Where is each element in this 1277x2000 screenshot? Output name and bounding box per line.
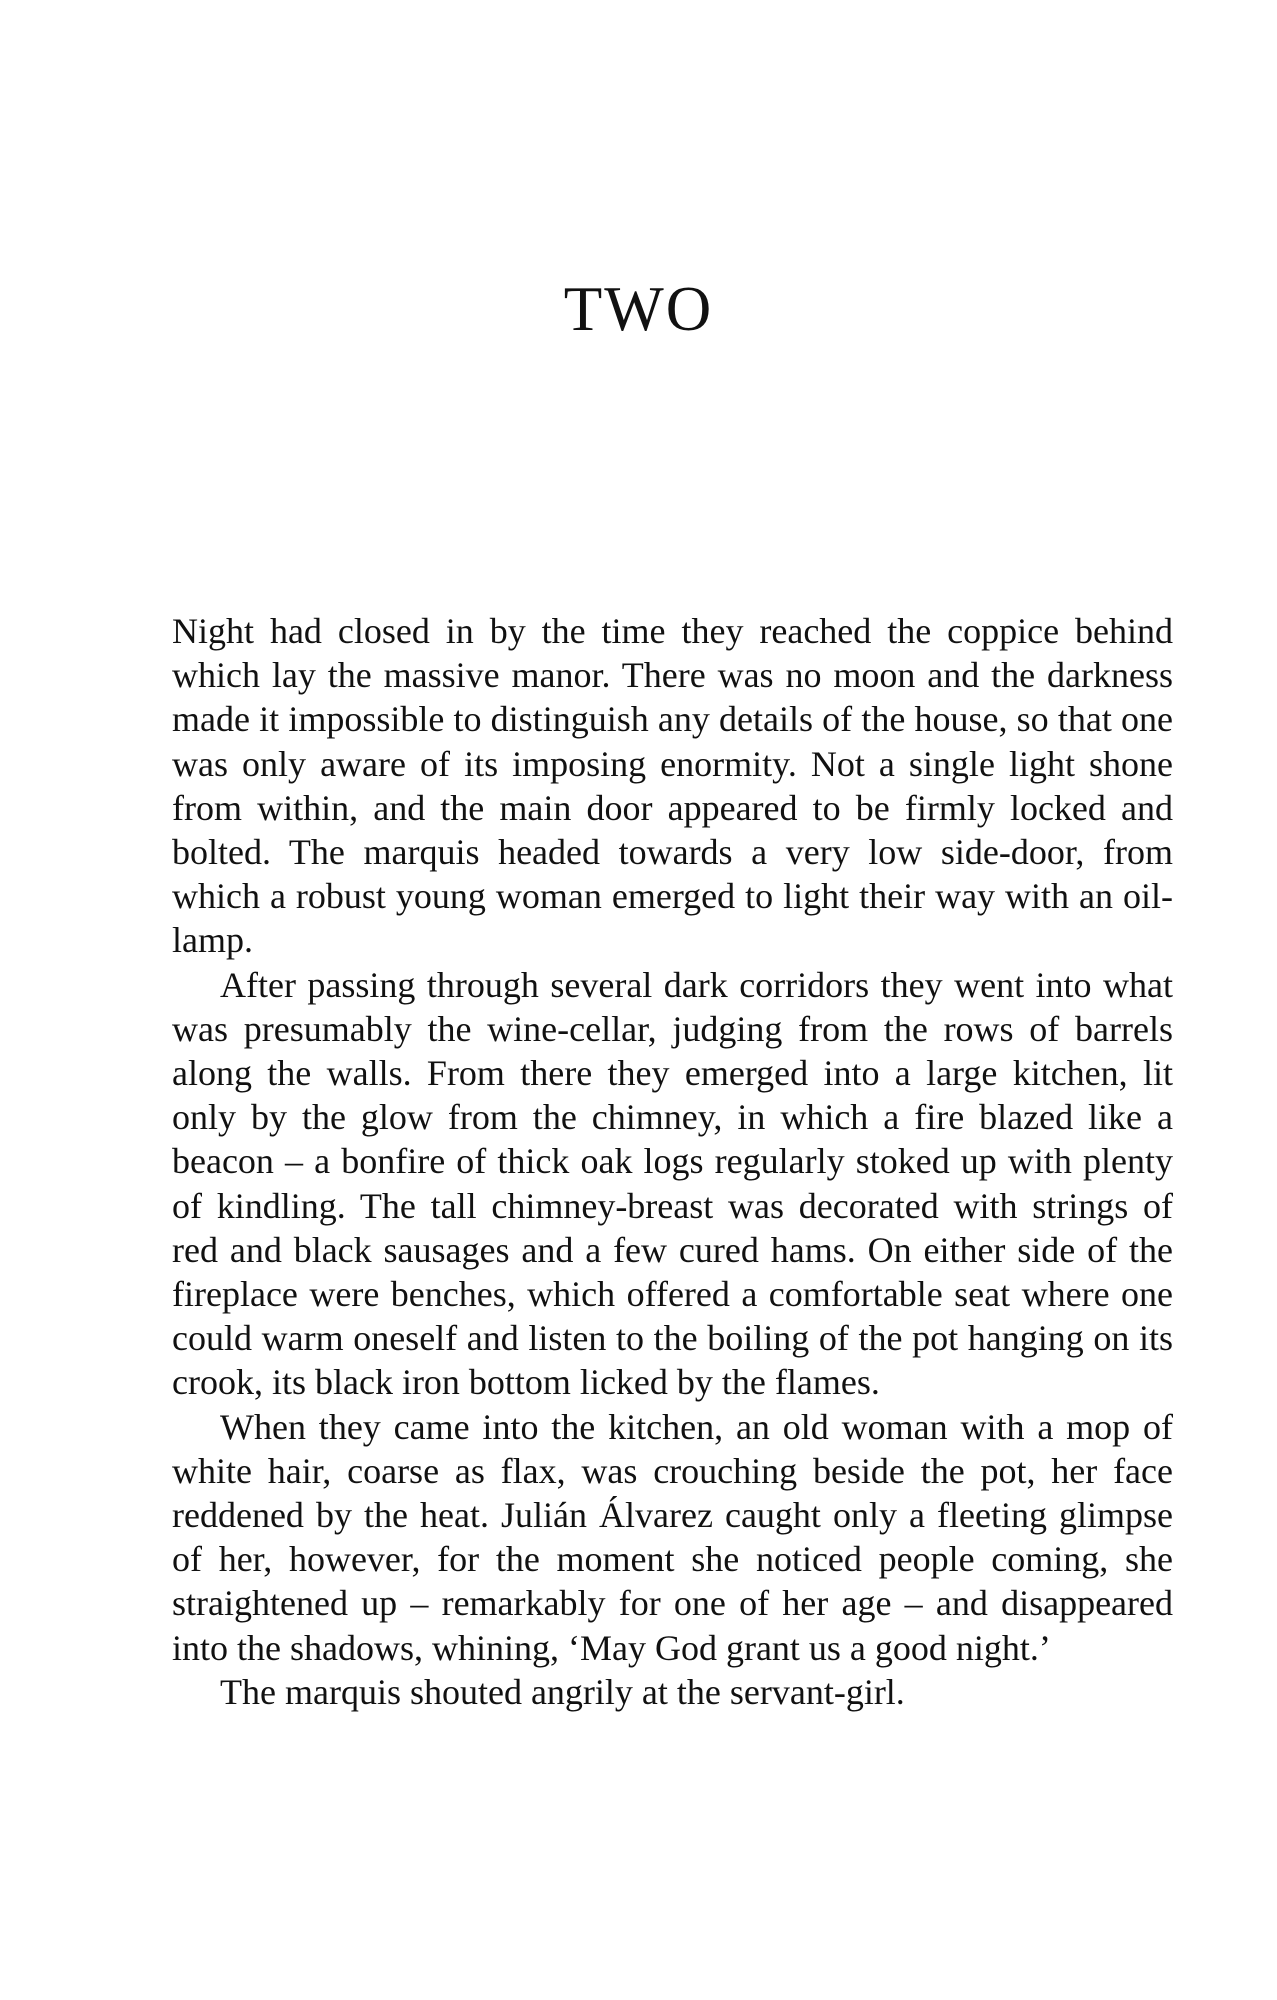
chapter-title: TWO bbox=[563, 274, 714, 344]
paragraph-1: Night had closed in by the time they reached the coppice behind which lay the massive manor. There was no moon and the darkness made it impossible to distinguish any details of the house, so that one was only aware of its imposing enormity. Not a single light shone from within, and the main door appeared to be firmly locked and bolted. The marquis headed towards a very low side-door, from which a robust young woman emerged to light their way with an oil-lamp. bbox=[172, 611, 1173, 961]
paragraph-2: After passing through several dark corridors they went into what was presumably the wine-cellar, judging from the rows of barrels along the walls. From there they emerged into a large kitchen, lit only by the glow from the chimney, in which a fire blazed like a beacon – a bonfire of thick oak logs regularly stoked up with plenty of kindling. The tall chimney-breast was decorated with strings of red and black sausages and a few cured hams. On either side of the fireplace were benches, which offered a comfortable seat where one could warm oneself and listen to the boiling of the pot hanging on its crook, its black iron bottom licked by the flames. bbox=[172, 964, 1173, 1403]
paragraph-4: The marquis shouted angrily at the servant-girl. bbox=[220, 1671, 905, 1712]
body-text bbox=[172, 609, 1173, 1714]
paragraph-3: When they came into the kitchen, an old woman with a mop of white hair, coarse as flax, was crouching beside the pot, her face reddened by the heat. Julián Álvarez caught only a fleeting glimpse of her, however, for the moment she noticed people coming, she straightened up – remarkably for one of her age – and disappeared into the shadows, whining, ‘May God grant us a good night.’ bbox=[172, 1406, 1173, 1668]
